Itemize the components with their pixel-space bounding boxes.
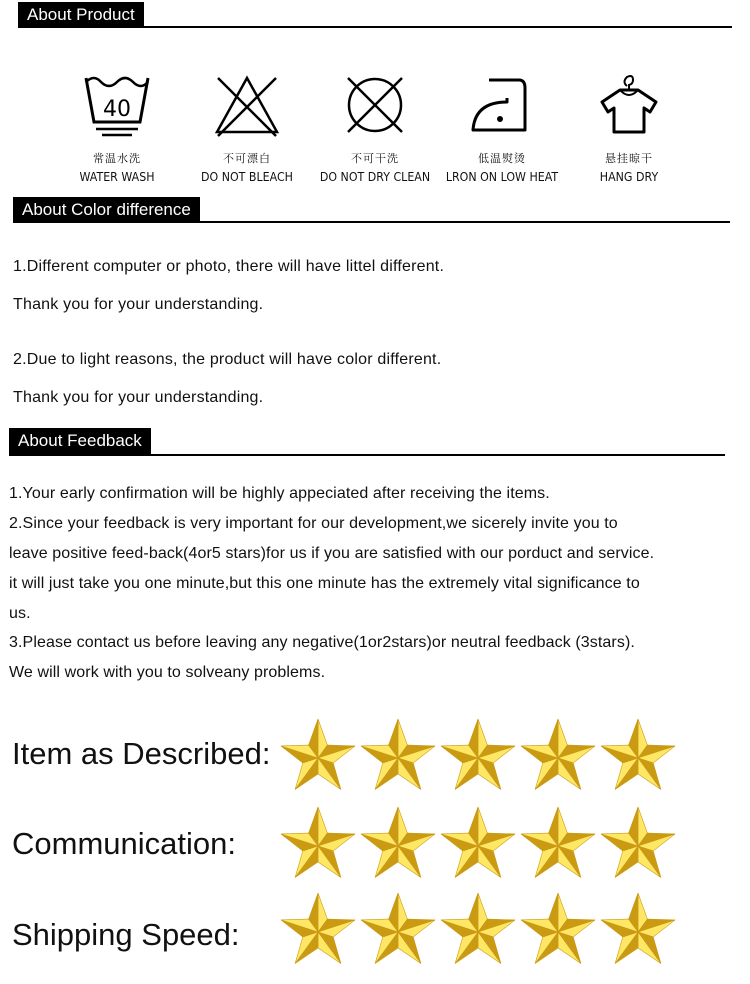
star-icon — [278, 716, 358, 801]
star-icon — [518, 804, 598, 889]
star-icon — [438, 804, 518, 889]
color-note-2: 2.Due to light reasons, the product will have color different. — [13, 351, 442, 368]
star-icon — [278, 890, 358, 975]
care-label-en: DO NOT BLEACH — [201, 170, 293, 184]
star-icon — [278, 804, 358, 889]
care-label-en: WATER WASH — [79, 170, 155, 184]
star-icon — [358, 804, 438, 889]
feedback-line: 2.Since your feedback is very important for our development,we sicerely invite you to — [9, 515, 618, 532]
iron-low-heat-icon — [467, 72, 537, 138]
feedback-line: it will just take you one minute,but this one minute has the extremely vital significance to — [9, 575, 640, 592]
star-icon — [598, 804, 678, 889]
care-item-iron-low — [437, 72, 567, 184]
star-icon — [358, 716, 438, 801]
care-label-en: HANG DRY — [599, 170, 659, 184]
feedback-line: We will work with you to solveany problems. — [9, 664, 326, 681]
star-icon — [598, 890, 678, 975]
feedback-line: 3.Please contact us before leaving any negative(1or2stars)or neutral feedback (3stars). — [9, 634, 635, 651]
star-icon — [438, 716, 518, 801]
hang-dry-icon — [594, 72, 664, 138]
star-rating-communication — [278, 804, 698, 884]
water-wash-40-icon — [82, 72, 152, 138]
section-rule-color — [13, 221, 730, 223]
care-item-no-bleach — [182, 72, 312, 184]
section-header-color — [0, 197, 750, 223]
care-item-hang-dry — [564, 72, 694, 184]
care-item-water-wash — [52, 72, 182, 184]
star-icon — [518, 890, 598, 975]
color-note-1: 1.Different computer or photo, there will have littel different. — [13, 258, 445, 275]
star-rating-shipping — [278, 890, 698, 970]
care-label-cn: 低温熨烫 — [478, 152, 526, 165]
rating-label-described: Item as Described: — [12, 736, 271, 771]
section-title-feedback: About Feedback — [9, 428, 151, 454]
care-label-cn: 常温水洗 — [93, 152, 141, 165]
section-title-product: About Product — [18, 2, 144, 28]
rating-label-shipping: Shipping Speed: — [12, 917, 240, 952]
color-thanks-2: Thank you for your understanding. — [13, 389, 264, 406]
section-rule-product — [18, 26, 732, 28]
section-header-product — [0, 2, 750, 28]
care-label-cn: 不可干洗 — [351, 152, 399, 165]
feedback-line: leave positive feed-back(4or5 stars)for us if you are satisfied with our porduct and service. — [9, 545, 655, 562]
care-item-no-dry-clean — [310, 72, 440, 184]
rating-label-communication: Communication: — [12, 826, 236, 861]
section-header-feedback — [0, 428, 750, 454]
care-label-cn: 悬挂晾干 — [605, 152, 653, 165]
feedback-line: us. — [9, 605, 31, 622]
care-label-cn: 不可漂白 — [223, 152, 271, 165]
section-title-color: About Color difference — [13, 197, 200, 223]
svg-text:40: 40 — [103, 97, 131, 122]
star-icon — [438, 890, 518, 975]
do-not-dry-clean-icon — [340, 72, 410, 138]
care-label-en: LRON ON LOW HEAT — [445, 170, 559, 184]
color-thanks-1: Thank you for your understanding. — [13, 296, 264, 313]
section-rule-feedback — [9, 454, 725, 456]
care-label-en: DO NOT DRY CLEAN — [319, 170, 431, 184]
star-rating-described — [278, 716, 698, 796]
star-icon — [518, 716, 598, 801]
star-icon — [598, 716, 678, 801]
feedback-line: 1.Your early confirmation will be highly appeciated after receiving the items. — [9, 485, 550, 502]
star-icon — [358, 890, 438, 975]
do-not-bleach-icon — [212, 72, 282, 138]
